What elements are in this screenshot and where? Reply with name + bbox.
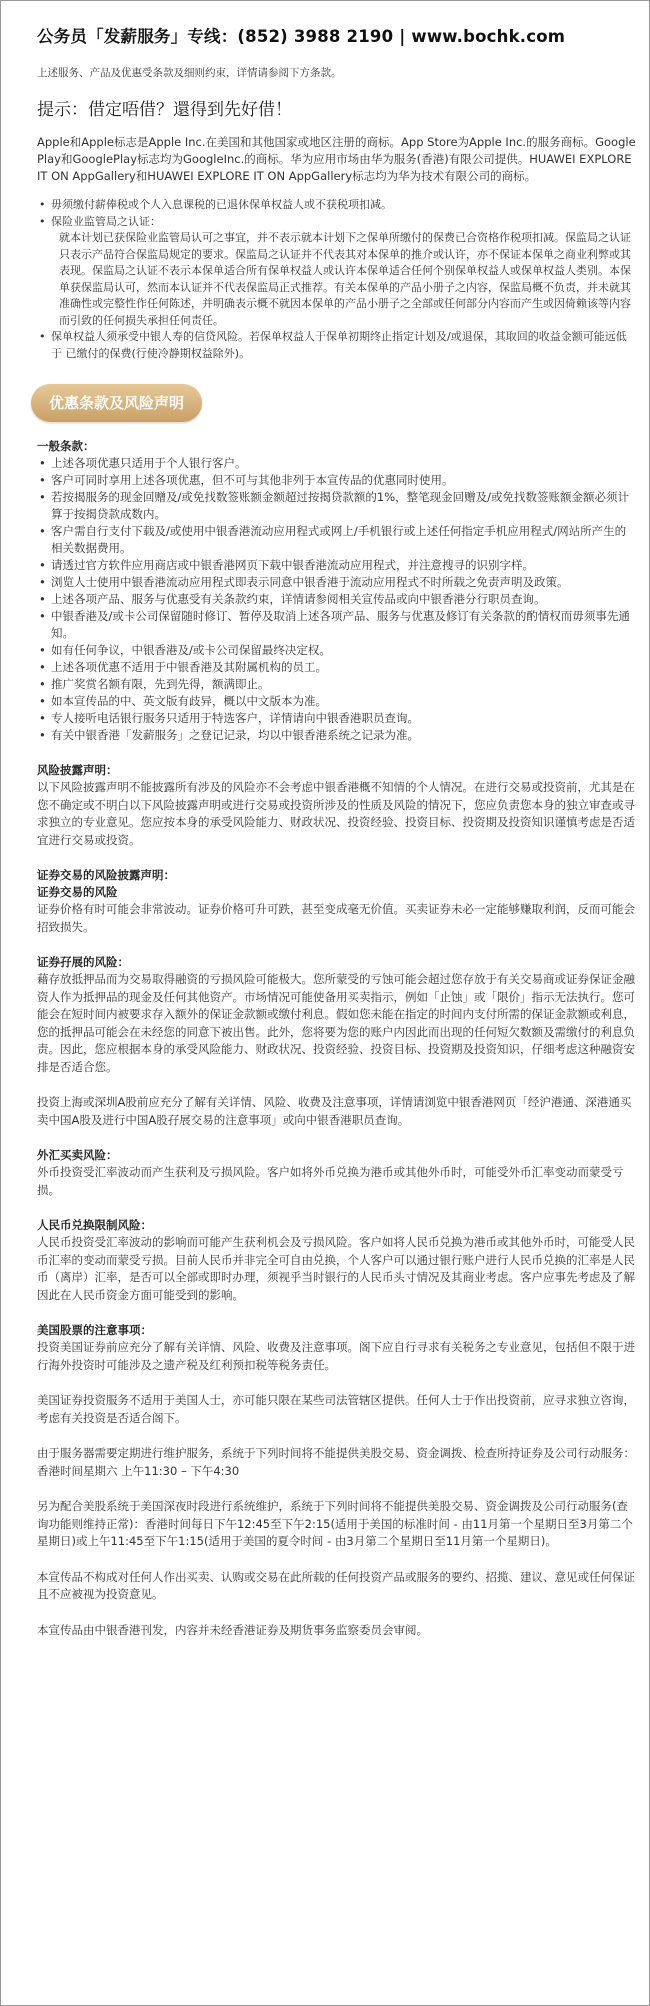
list-item: • 如有任何争议，中银香港及/或卡公司保留最终决定权。 — [51, 642, 637, 659]
china-a-share-body: 投资上海或深圳A股前应充分了解有关详情、风险、收费及注意事项，详情请浏览中银香港网页「经沪港通、深港通买卖中国A股及进行中国A股孖展交易的注意事项」或向中银香港职员查询。 — [37, 1095, 632, 1127]
margin-body: 藉存放抵押品而为交易取得融资的亏损风险可能极大。您所蒙受的亏蚀可能会超过您存放于有关交易商或证券保证金融资人作为抵押品的现金及任何其他资产。市场情况可能使备用买卖指示，例如「止蚀」或「限价」指示无法执行。您可能会在短时间内被要求存入额外的保证金款额或缴付利息。假如您未能在指定的时间内支付所需的保证金款额或利息，您的抵押品可能会在未经您的同意下被出售。此外，您将要为您的账户内因此而出现的任何短欠数额及需缴付的利息负责。因此，您应根据本身的承受风险能力、财政状况、投资经验、投资目标、投资期及投资知识，仔细考虑这种融资安排是否适合您。 — [37, 972, 635, 1074]
china-a-share-section — [37, 1094, 637, 1129]
general-terms-section — [37, 438, 637, 744]
securities-subheading: 证券交易的风险 — [37, 885, 118, 899]
list-item: • 有关中银香港「发薪服务」之登记记录，均以中银香港系统之记录为准。 — [51, 727, 637, 744]
risk-body: 以下风险披露声明不能披露所有涉及的风险亦不会考虑中银香港概不知情的个人情况。在进行交易或投资前，尤其是在您不确定或不明白以下风险披露声明或进行交易或投资所涉及的性质及风险的情况下，您应负责您本身的独立审查或寻求独立的专业意见。您应按本身的承受风险能力、财政状况、投资经验、投资目标、投资期及投资知识谨慎考虑是否适宜进行交易或投资。 — [37, 780, 635, 847]
risk-disclosure-section — [37, 762, 637, 849]
insurance-note-text: 保单权益人须承受中银人寿的信贷风险。若保单权益人于保单初期终止指定计划及/或退保，其取回的收益金额可能远低于 已缴付的保费(行使冷静期权益除外)。 — [51, 330, 627, 360]
list-item: • 上述各项优惠只适用于个人银行客户。 — [51, 455, 637, 472]
general-terms-list — [37, 455, 637, 744]
list-item: • 如本宣传品的中、英文版有歧异，概以中文版本为准。 — [51, 693, 637, 710]
disclaimer-section — [37, 1569, 637, 1604]
securities-risk-section — [37, 867, 637, 936]
list-item: • 上述各项产品、服务与优惠受有关条款约束，详情请参阅相关宣传品或向中银香港分行职员查询。 — [51, 591, 637, 608]
insurance-note-detail: 就本计划已获保险业监管局认可之事宜，并不表示就本计划下之保单所缴付的保费已合资格作税项扣减。保监局之认证只表示产品符合保监局规定的要求。保监局之认证并不代表其对本保单的推介或认许，亦不保证本保单之商业利弊或其表现。保监局之认证不表示本保单适合所有保单权益人或认许本保单适合任何个别保单权益人或保单权益人类别。本保单获保监局认可，然而本认证并不代表保监局正式推荐。有关本保单的产品小册子之内容，保监局概不负责，并未就其准确性或完整性作任何陈述，并明确表示概不就因本保单的产品小册子之全部或任何部分内容而产生或因倚赖该等内容而引致的任何损失承担任何责任。 — [59, 231, 631, 327]
us-body: 投资美国证券前应充分了解有关详情、风险、收费及注意事项。阁下应自行寻求有关税务之专业意见，包括但不限于进行海外投资时可能涉及之遗产税及红利预扣税等税务责任。 — [37, 1340, 635, 1372]
terms-and-risk-tab[interactable]: 优惠条款及风险声明 — [31, 384, 202, 422]
list-item: • 上述各项优惠不适用于中银香港及其附属机构的员工。 — [51, 659, 637, 676]
securities-heading: 证券交易的风险披露声明： — [37, 868, 175, 882]
borrowing-tip: 提示：借定唔借？還得到先好借！ — [37, 100, 292, 120]
list-item: • 专人接听电话银行服务只适用于特选客户，详情请向中银香港职员查询。 — [51, 710, 637, 727]
margin-risk-section — [37, 954, 637, 1076]
terms-note: 上述服务、产品及优惠受条款及细则约束，详情请参阅下方条款。 — [37, 67, 342, 79]
rmb-risk-section — [37, 1217, 637, 1304]
list-item — [51, 214, 637, 330]
securities-body: 证券价格有时可能会非常波动。证券价格可升可跌，甚至变成毫无价值。买卖证券未必一定能够赚取利润，反而可能会招致损失。 — [37, 902, 635, 934]
hotline-banner: 公务员「发薪服务」专线：(852) 3988 2190 | www.bochk.com — [37, 27, 566, 46]
list-item: • 若按揭服务的现金回赠及/或免找数签账额金额超过按揭贷款额的1%，整笔现金回赠及/或免找数签账额金额必须计算于按揭贷款成数内。 — [51, 489, 637, 523]
fx-risk-section — [37, 1147, 637, 1199]
trademark-notice: Apple和Apple标志是Apple Inc.在美国和其他国家或地区注册的商标。App Store为Apple Inc.的服务商标。Google Play和GooglePlay标志均为GoogleInc.的商标。华为应用市场由华为服务(香港)有限公司提供。HUAWEI EXPLORE IT ON AppGallery和HUAWEI EXPLORE IT ON AppGallery标志均为华为技术有限公司的商标。 — [37, 135, 648, 183]
list-item: • 浏览人士使用中银香港流动应用程式即表示同意中银香港于流动应用程式不时所载之免责声明及政策。 — [51, 574, 637, 591]
list-item: • 中银香港及/或卡公司保留随时修订、暂停及取消上述各项产品、服务与优惠及修订有关条款的酌情权而毋须事先通知。 — [51, 608, 637, 642]
risk-heading: 风险披露声明： — [37, 763, 118, 777]
insurance-note-text: 毋须缴付薪俸税或个人入息课税的已退休保单权益人或不获税项扣减。 — [51, 198, 392, 211]
us-eligibility-body: 美国证券投资服务不适用于美国人士，亦可能只限在某些司法管辖区提供。任何人士于作出投资前，应寻求独立咨询，考虑有关投资是否适合阁下。 — [37, 1393, 635, 1425]
list-item — [51, 329, 637, 362]
insurance-note-text: 保险业监管局之认证： — [51, 214, 161, 228]
disclaimer-body: 本宣传品不构成对任何人作出买卖、认购或交易在此所载的任何投资产品或服务的要约、招揽、建议、意见或任何保证且不应被视为投资意见。 — [37, 1569, 635, 1601]
rmb-heading: 人民币兑换限制风险： — [37, 1218, 152, 1232]
issuer-section — [37, 1622, 637, 1640]
list-item: • 推广奖赏名额有限，先到先得，额满即止。 — [51, 676, 637, 693]
general-terms-heading: 一般条款： — [37, 439, 95, 453]
us-stock-maintenance — [37, 1445, 637, 1480]
us-system-window-body: 另为配合美股系统于美国深夜时段进行系统维护，系统于下列时间将不能提供美股交易、资金调拨及公司行动服务(查询功能则维持正常)：香港时间每日下午12:45至下午2:15(适用于美国的标准时间 - 由11月第一个星期日至3月第二个星期日)或上午11:45至下午1:15(适用于美国的夏令时间 - 由3月第二个星期日至11月第一个星期日)。 — [37, 1499, 633, 1548]
fx-heading: 外汇买卖风险： — [37, 1148, 118, 1162]
fx-body: 外币投资受汇率波动而产生获利及亏损风险。客户如将外币兑换为港币或其他外币时，可能受外币汇率变动而蒙受亏损。 — [37, 1165, 624, 1197]
us-stock-system-window — [37, 1498, 637, 1551]
rmb-body: 人民币投资受汇率波动的影响而可能产生获利机会及亏损风险。客户如将人民币兑换为港币或其他外币时，可能受人民币汇率的变动而蒙受亏损。目前人民币并非完全可自由兑换，个人客户可以通过银行账户进行人民币兑换的汇率是人民币（离岸）汇率，是否可以全部或即时办理，须视乎当时银行的人民币头寸情况及其商业考虑。客户应事先考虑及了解因此在人民币资金方面可能受到的影响。 — [37, 1235, 635, 1302]
us-maintenance-body: 由于服务器需要定期进行维护服务，系统于下列时间将不能提供美股交易、资金调拨、检查所持证券及公司行动服务：香港时间星期六 上午11:30 – 下午4:30 — [37, 1446, 635, 1478]
list-item — [51, 197, 637, 214]
issuer-body: 本宣传品由中银香港刊发，内容并未经香港证券及期货事务监察委员会审阅。 — [37, 1622, 428, 1637]
list-item: • 客户可同时享用上述各项优惠，但不可与其他非列于本宣传品的优惠同时使用。 — [51, 472, 637, 489]
margin-heading: 证券孖展的风险： — [37, 955, 129, 969]
list-item: • 客户需自行支付下载及/或使用中银香港流动应用程式或网上/手机银行或上述任何指定手机应用程式/网站所产生的相关数据费用。 — [51, 523, 637, 557]
us-heading: 美国股票的注意事项： — [37, 1323, 152, 1337]
us-stock-section — [37, 1322, 637, 1374]
list-item: • 请透过官方软件应用商店或中银香港网页下载中银香港流动应用程式，并注意搜寻的识别字样。 — [51, 557, 637, 574]
us-stock-eligibility — [37, 1392, 637, 1427]
insurance-notes-list — [37, 197, 637, 362]
